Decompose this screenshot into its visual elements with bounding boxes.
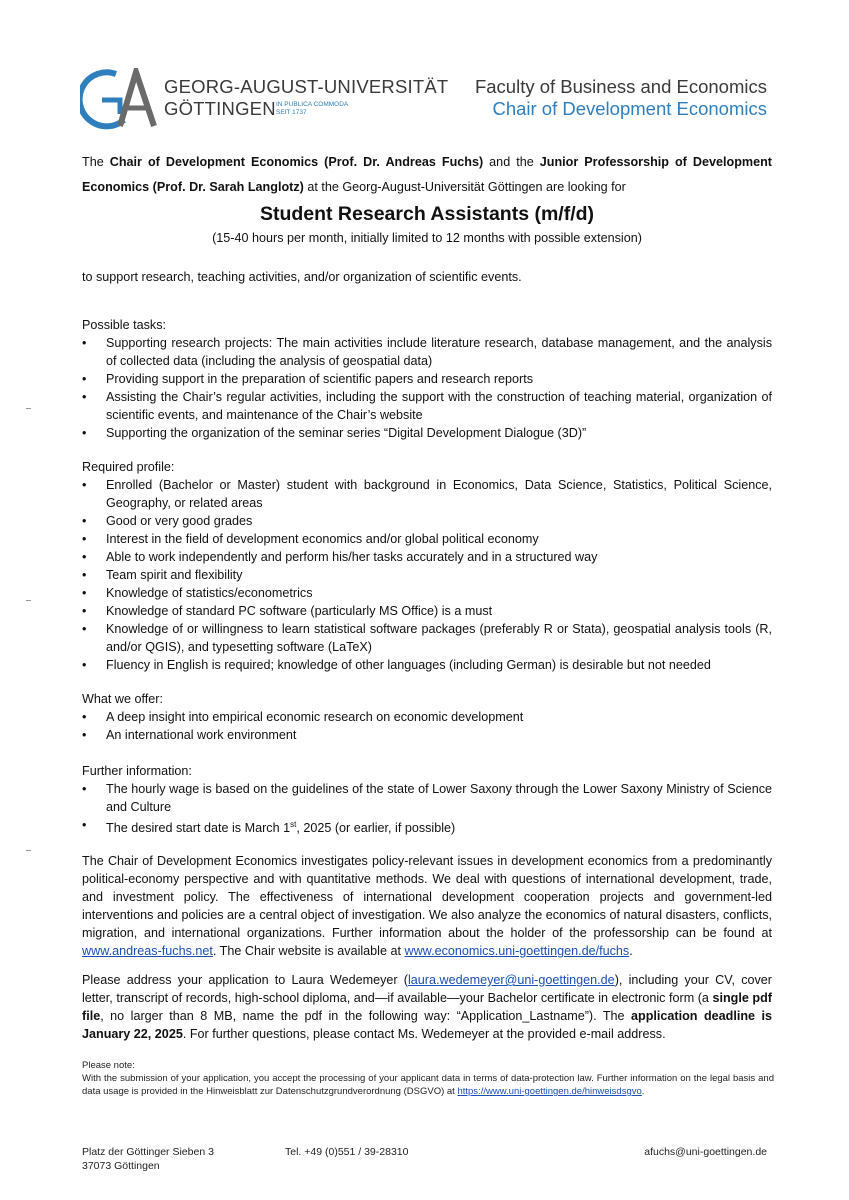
chair-name: Chair of Development Economics (492, 98, 767, 119)
ordinal-suffix: st (290, 820, 297, 829)
bullet-icon: • (82, 586, 87, 600)
address-line-2: 37073 Göttingen (82, 1160, 160, 1172)
bullet-icon: • (82, 372, 87, 386)
tasks-section (82, 316, 772, 442)
bullet-icon: • (82, 658, 87, 672)
margin-mark (26, 600, 31, 601)
deadline-bold: application deadline is January 22, 2025 (82, 1009, 772, 1041)
list-item: • Supporting the organization of the seminar series “Digital Development Dialogue (3D)” (82, 426, 587, 440)
profile-section (82, 458, 772, 674)
university-logo (80, 68, 449, 134)
about-paragraph: The Chair of Development Economics investigates policy-relevant issues in development economics from a predominantly political-economy perspective and with quantitative methods. We deal with questions of international development, trade, and investment policy. The effectiveness of international development cooperation projects and government-led interventions and policies are a central object of investigation. We also analyze the economics of natural disasters, conflicts, migration, and international organizations. Further information about the holder of the professorship can be found at www.andreas-fuchs.net. The Chair website is available at www.economics.uni-goettingen.de/fuchs. (82, 854, 772, 958)
footer-email: afuchs@uni-goettingen.de (644, 1146, 767, 1158)
junior-professorship-bold: Junior Professorship of Development Economics (Prof. Dr. Sarah Langlotz) (82, 155, 772, 194)
bullet-icon: • (82, 604, 87, 618)
list-item: • Knowledge of standard PC software (particularly MS Office) is a must (82, 604, 493, 618)
list-item: • An international work environment (82, 728, 297, 742)
further-info-heading: Further information: (82, 764, 192, 778)
list-item: • Supporting research projects: The main activities include literature research, database management, and the analysis of collected data (including the analysis of geospatial data) (82, 336, 772, 368)
list-item: • Able to work independently and perform his/her tasks accurately and in a structured way (82, 550, 598, 564)
job-subtitle: (15-40 hours per month, initially limited to 12 months with possible extension) (212, 231, 642, 245)
bullet-icon: • (82, 390, 87, 404)
bullet-icon: • (82, 550, 87, 564)
offer-section (82, 690, 772, 744)
university-name: GEORG-AUGUST-UNIVERSITÄT (164, 76, 449, 97)
footer-address (82, 1145, 214, 1173)
list-item: • The desired start date is March 1st, 2025 (or earlier, if possible) (82, 818, 456, 836)
note-heading: Please note: (82, 1060, 135, 1071)
chair-bold: Chair of Development Economics (Prof. Dr. Andreas Fuchs) (109, 155, 484, 169)
andreas-fuchs-link[interactable]: www.andreas-fuchs.net (82, 944, 213, 958)
bullet-icon: • (82, 728, 87, 742)
dsgvo-link[interactable]: https://www.uni-goettingen.de/hinweisdsgvo (457, 1086, 642, 1097)
further-info-section (82, 762, 772, 837)
list-item: • Assisting the Chair’s regular activities, including the support with the construction of teaching material, organization of scientific events, and maintenance of the Chair’s website (82, 390, 772, 422)
motto-line-1: IN PUBLICA COMMODA (276, 101, 349, 108)
faculty-name: Faculty of Business and Economics (474, 76, 767, 97)
list-item: • The hourly wage is based on the guidelines of the state of Lower Saxony through the Lower Saxony Ministry of Science and Culture (82, 782, 772, 814)
intro-text-1: The (82, 155, 110, 169)
bullet-icon: • (82, 622, 87, 636)
bullet-icon: • (82, 818, 87, 832)
job-title: Student Research Assistants (m/f/d) (259, 203, 595, 225)
motto-line-2: SEIT 1737 (276, 109, 307, 116)
chair-website-link[interactable]: www.economics.uni-goettingen.de/fuchs (404, 944, 630, 958)
list-item: • Team spirit and flexibility (82, 568, 243, 582)
list-item: • Knowledge of or willingness to learn statistical software packages (preferably R or Stata), geospatial analysis tools (R, and/or QGIS), and typesetting software (LaTeX) (82, 622, 772, 654)
bullet-icon: • (82, 782, 87, 796)
margin-mark (26, 850, 31, 851)
list-item: • Fluency in English is required; knowledge of other languages (including German) is desirable but not needed (82, 658, 711, 672)
list-item: • Enrolled (Bachelor or Master) student with background in Economics, Data Science, Statistics, Political Science, Geography, or related areas (82, 478, 772, 510)
profile-heading: Required profile: (82, 460, 175, 474)
contact-email-link[interactable]: laura.wedemeyer@uni-goettingen.de (407, 973, 615, 987)
single-pdf-bold: single pdf file (82, 991, 772, 1023)
intro-text-3: at the Georg-August-Universität Göttingen are looking for (303, 179, 626, 194)
faculty-heading (475, 76, 767, 120)
bullet-icon: • (82, 478, 87, 492)
margin-mark (26, 408, 31, 409)
tasks-heading: Possible tasks: (82, 318, 166, 332)
support-line: to support research, teaching activities, and/or organization of scientific events. (82, 270, 522, 284)
offer-heading: What we offer: (82, 692, 163, 706)
list-item: • Knowledge of statistics/econometrics (82, 586, 313, 600)
ga-logo-icon (80, 68, 160, 132)
bullet-icon: • (82, 514, 87, 528)
bullet-icon: • (82, 568, 87, 582)
bullet-icon: • (82, 426, 87, 440)
list-item: • A deep insight into empirical economic research on economic development (82, 710, 524, 724)
footer-phone: Tel. +49 (0)551 / 39-28310 (285, 1146, 409, 1158)
intro-paragraph (82, 150, 772, 199)
application-paragraph: Please address your application to Laura Wedemeyer (laura.wedemeyer@uni-goettingen.de), including your CV, cover letter, transcript of records, high-school diploma, and—if available—your Bachelor certificate in electronic form (a single pdf file, no larger than 8 MB, name the pdf in the following way: “Application_Lastname”). The application deadline is January 22, 2025. For further questions, please contact Ms. Wedemeyer at the provided e-mail address. (82, 973, 773, 1041)
bullet-icon: • (82, 336, 87, 350)
university-motto (276, 101, 348, 117)
university-city: GÖTTINGEN (164, 98, 276, 119)
bullet-icon: • (82, 710, 87, 724)
bullet-icon: • (82, 532, 87, 546)
list-item: • Good or very good grades (82, 514, 253, 528)
address-line-1: Platz der Göttinger Sieben 3 (82, 1146, 214, 1158)
data-protection-note: Please note: With the submission of your application, you accept the processing of your applicant data in terms of data-protection law. Further information on the legal basis and data usage is provided in the Hinweisblatt zur Datenschutzgrundverordnung (DSGVO) at https://www.uni-goettingen.de/hinweisdsgvo. (82, 1060, 774, 1097)
list-item: • Interest in the field of development economics and/or global political economy (82, 532, 539, 546)
list-item: • Providing support in the preparation of scientific papers and research reports (82, 372, 534, 386)
intro-text-2: and the (483, 155, 540, 169)
